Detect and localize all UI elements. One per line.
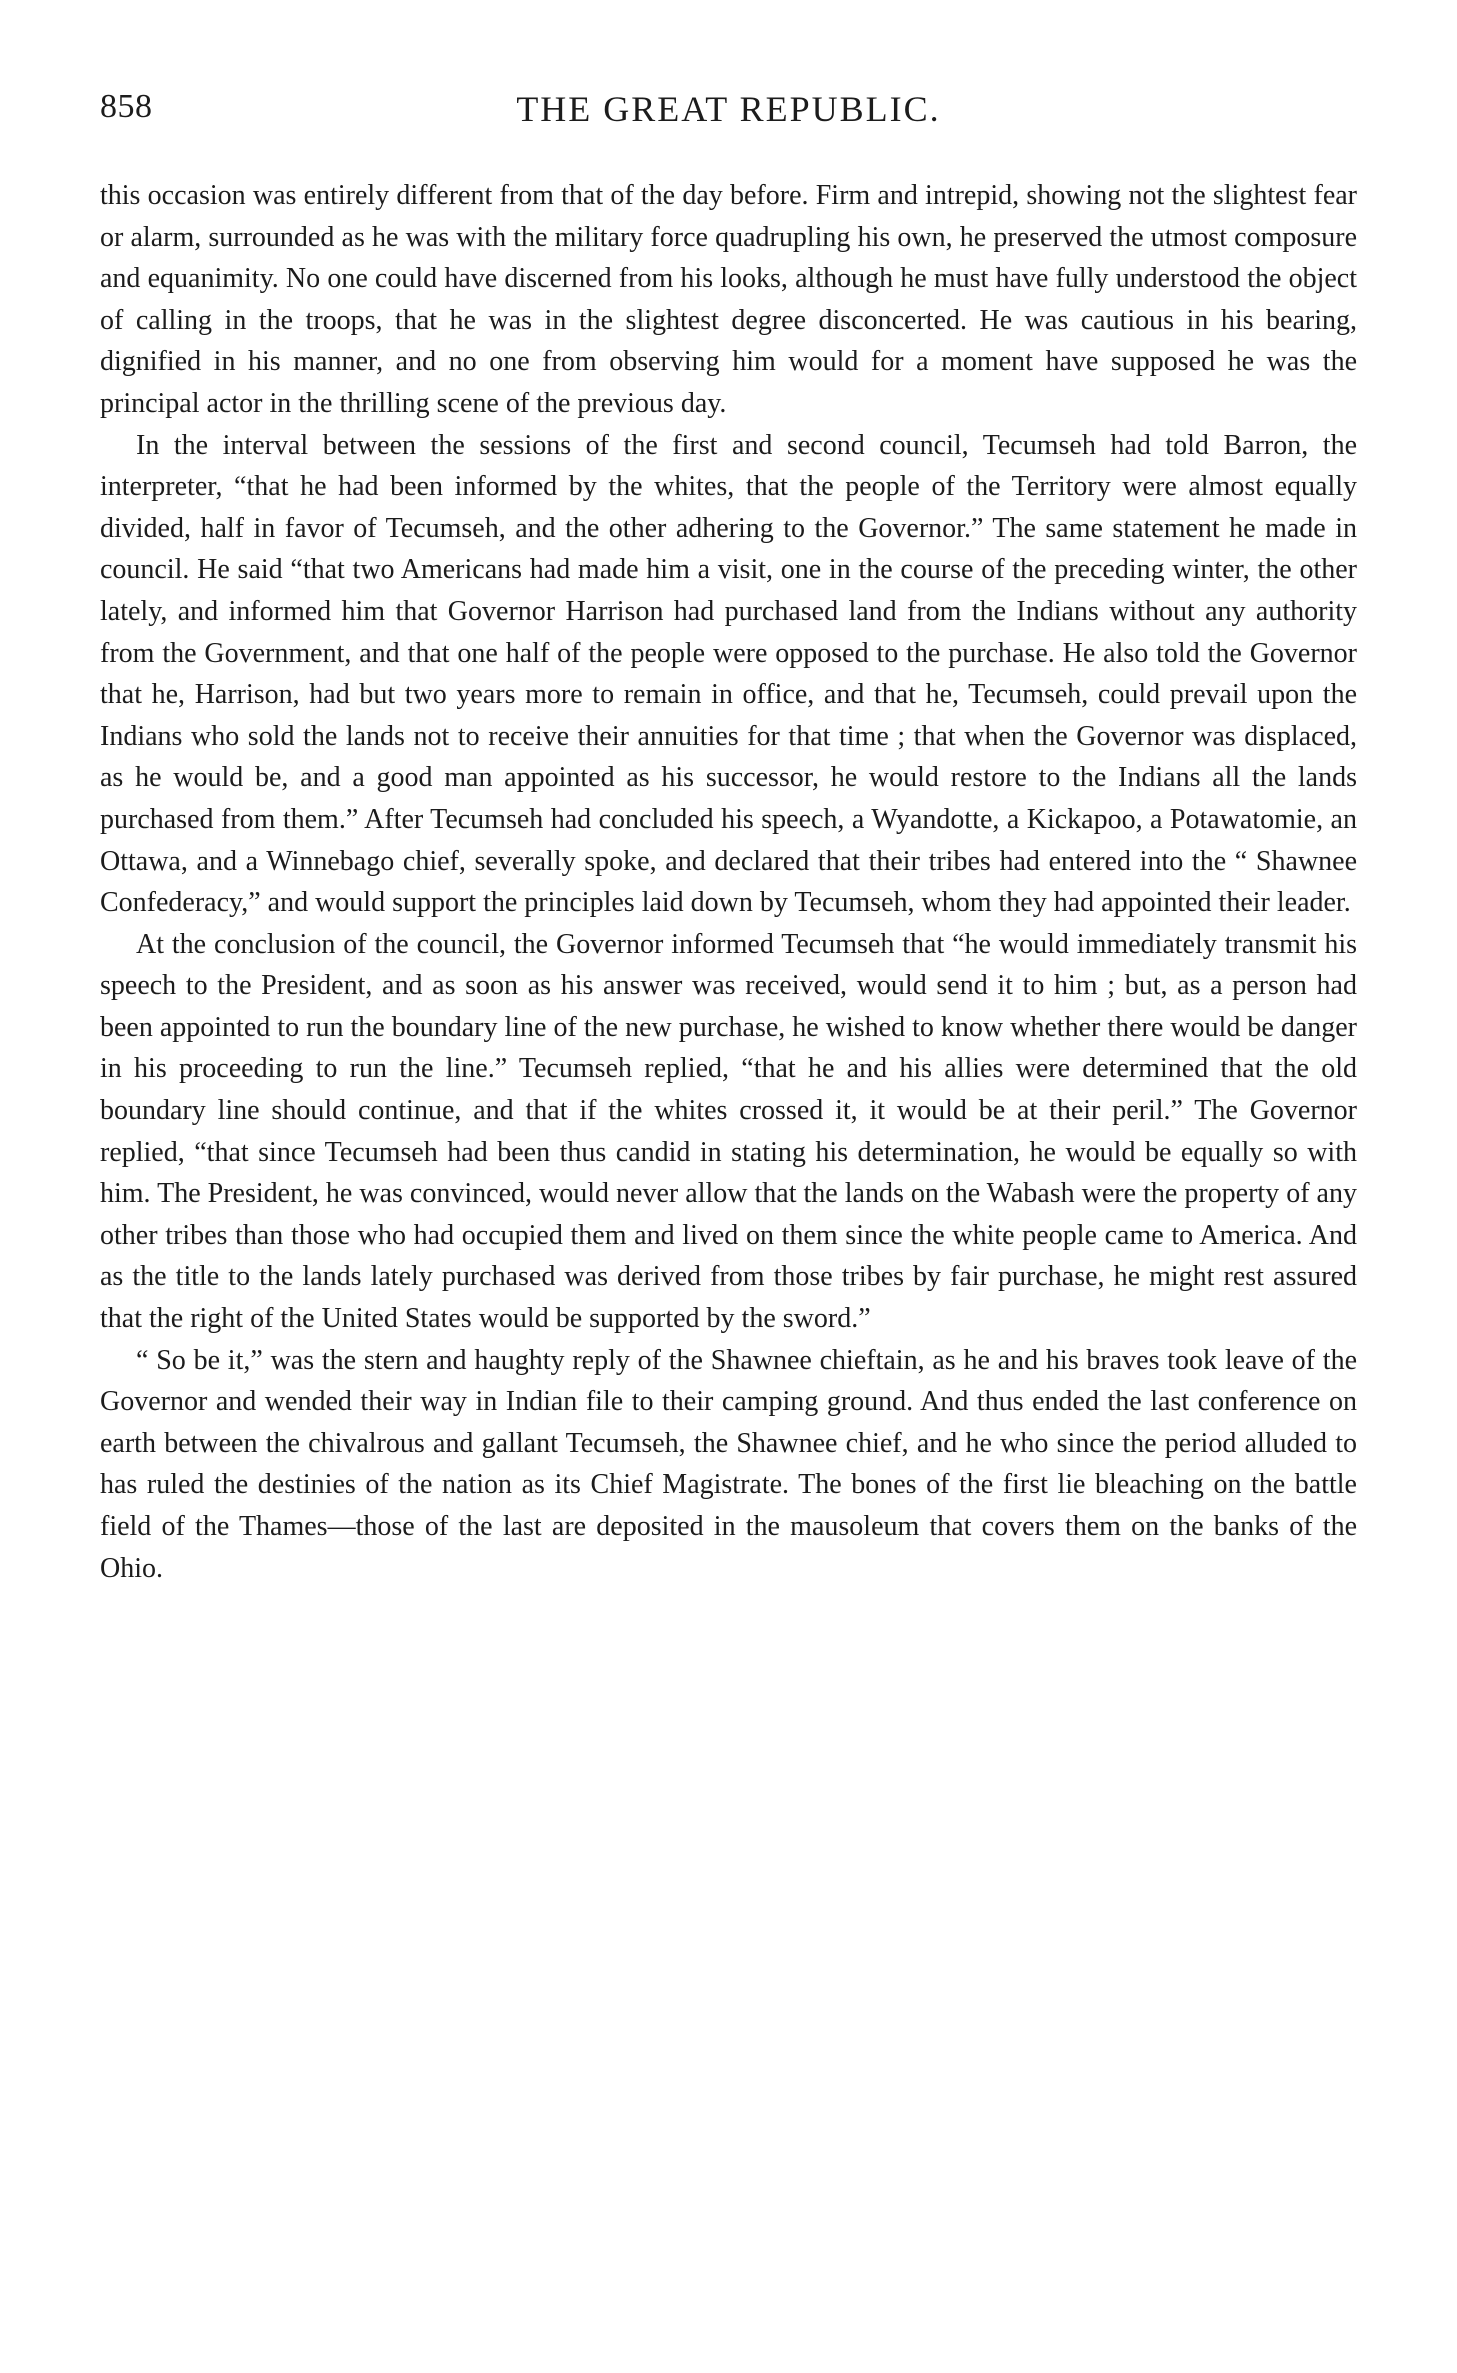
paragraph-conclusion: At the conclusion of the council, the Governor informed Tecumseh that “he would immediately transmit his speech to the President, and as soon as his answer was received, would send it to him ; but, as a person had been appointed to run the boundary line of the new purchase, he wished to know whether there would be danger in his proceeding to run the line.” Tecumseh replied, “that he and his allies were determined that the old boundary line should continue, and that if the whites crossed it, it would be at their peril.” The Governor replied, “that since Tecumseh had been thus candid in stating his determination, he would be equally so with him. The President, he was convinced, would never allow that the lands on the Wabash were the property of any other tribes than those who had occupied them and lived on them since the white people came to America. And as the title to the lands lately purchased was derived from those tribes by fair purchase, he might rest assured that the right of the United States would be supported by the sword.” (100, 928, 1357, 1335)
paragraph-interval: In the interval between the sessions of the first and second council, Tecumseh had told Barron, the interpreter, “that he had been informed by the whites, that the people of the Territory were almost equally divided, half in favor of Tecumseh, and the other adhering to the Governor.” The same statement he made in council. He said “that two Americans had made him a visit, one in the course of the preceding winter, the other lately, and informed him that Governor Harrison had purchased land from the Indians without any authority from the Government, and that one half of the people were opposed to the purchase. He also told the Governor that he, Harrison, had but two years more to remain in office, and that he, Tecumseh, could prevail upon the Indians who sold the lands not to receive their annuities for that time ; that when the Governor was displaced, as he would be, and a good man appointed as his successor, he would restore to the Indians all the lands purchased from them.” After Tecumseh had concluded his speech, a Wyandotte, a Kickapoo, a Potawatomie, an Ottawa, and a Winnebago chief, severally spoke, and declared that their tribes had entered into the “ Shawnee Confederacy,” and would support the principles laid down by Tecumseh, whom they had appointed their leader. (100, 429, 1357, 919)
body-text (100, 175, 1357, 1589)
paragraph-continued: this occasion was entirely different from that of the day before. Firm and intrepid, showing not the slightest fear or alarm, surrounded as he was with the military force quadrupling his own, he preserved the utmost composure and equanimity. No one could have discerned from his looks, although he must have fully understood the object of calling in the troops, that he was in the slightest degree disconcerted. He was cautious in his bearing, dignified in his manner, and no one from observing him would for a moment have supposed he was the principal actor in the thrilling scene of the previous day. (100, 180, 1357, 419)
running-title: THE GREAT REPUBLIC. (516, 89, 941, 129)
paragraph-so-be-it: “ So be it,” was the stern and haughty reply of the Shawnee chieftain, as he and his braves took leave of the Governor and wended their way in Indian file to their camping ground. And thus ended the last conference on earth between the chivalrous and gallant Tecumseh, the Shawnee chief, and he who since the period alluded to has ruled the destinies of the nation as its Chief Magistrate. The bones of the first lie bleaching on the battle field of the Thames—those of the last are deposited in the mausoleum that covers them on the banks of the Ohio. (100, 1344, 1357, 1584)
page-number: 858 (100, 88, 153, 125)
page-header (100, 88, 1357, 138)
